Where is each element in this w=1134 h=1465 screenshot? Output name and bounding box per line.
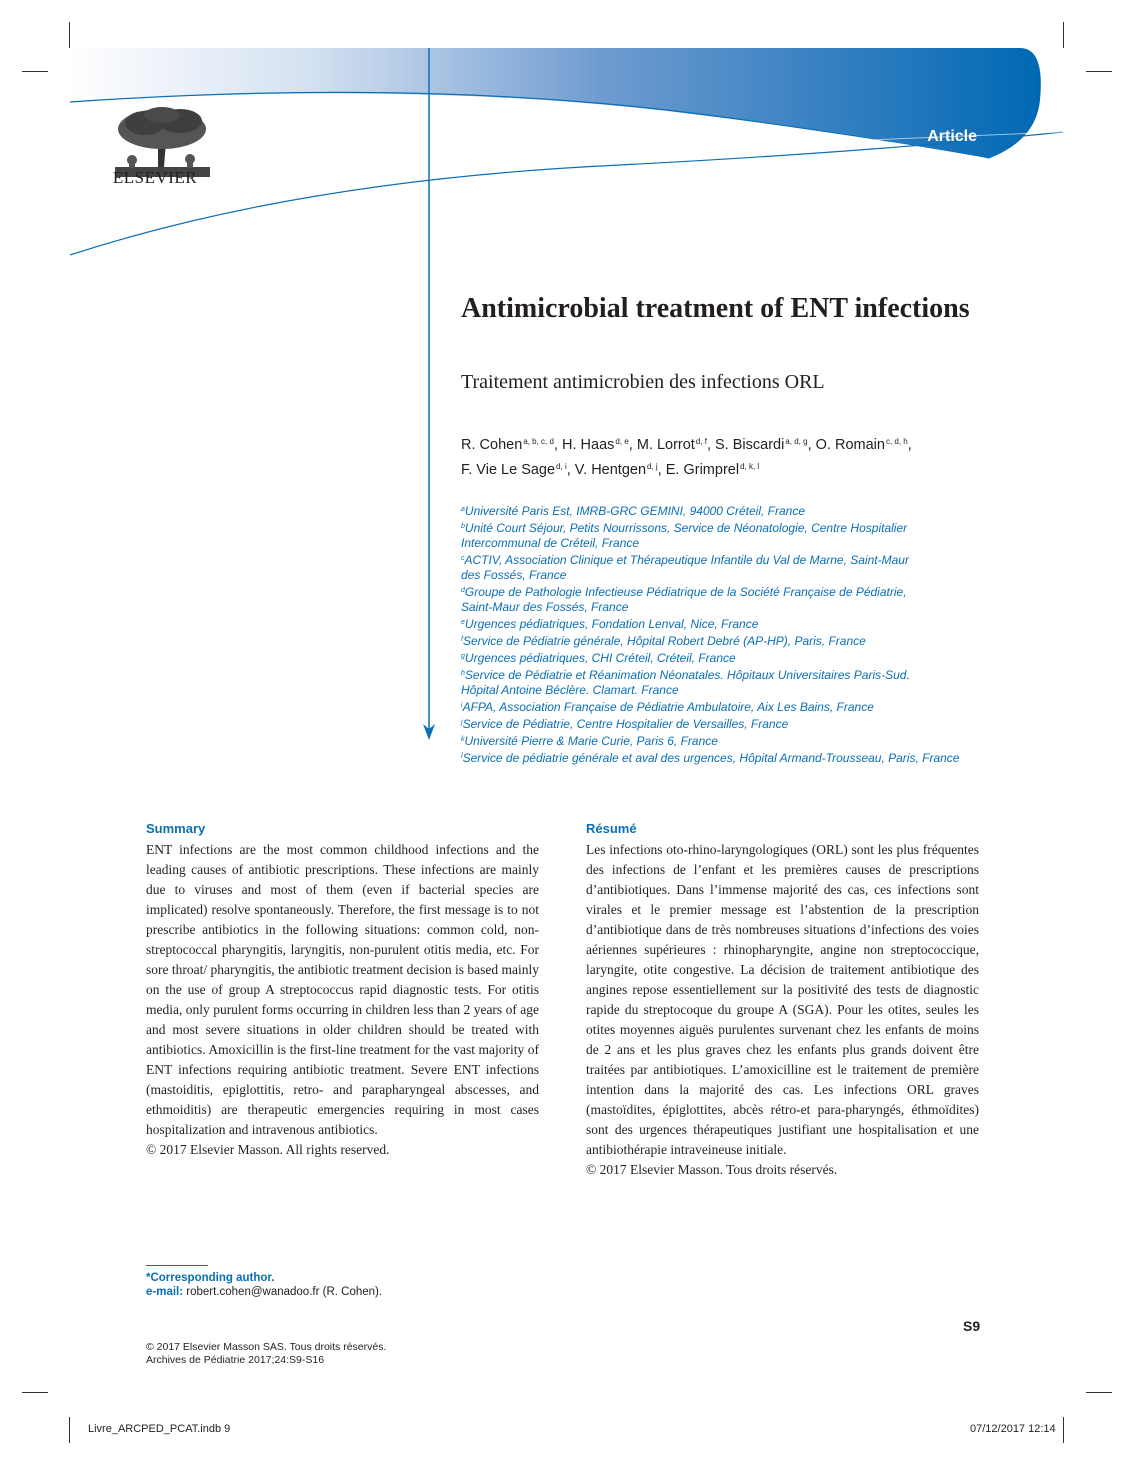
author-separator: , [657,462,662,478]
resume-heading: Résumé [586,821,637,836]
affiliation-marker: g [461,653,465,660]
affiliation-list [461,502,1001,766]
slug-filename: Livre_ARCPED_PCAT.indb 9 [88,1423,231,1435]
affiliation-marker: k [461,736,465,743]
author-affiliation-marker: d, k, l [740,462,760,471]
affiliation-line [461,583,1001,600]
author-name: S. Biscardi [715,437,785,453]
affiliation-text: Service de pédiatrie générale et aval des urgences, Hôpital Armand-Trousseau, Paris, France [462,751,960,765]
affiliation-marker: i [461,702,463,709]
affiliation-marker: d [461,587,465,594]
affiliation-marker: j [461,719,463,726]
affiliation-text: Service de Pédiatrie et Réanimation Néonatales. Hôpitaux Universitaires Paris-Sud. [464,668,910,682]
affiliation-text: Hôpital Antoine Béclère. Clamart. France [461,683,679,697]
author-name: V. Hentgen [574,462,647,478]
affiliation-marker: l [461,753,463,760]
affiliation-line [461,536,1001,551]
affiliation-line [461,568,1001,583]
journal-citation: Archives de Pédiatrie 2017;24:S9-S16 [146,1354,325,1366]
footnote-rule [146,1265,208,1266]
slug-date: 07/12/2017 12:14 [970,1423,1056,1435]
author-separator: , [706,437,711,453]
author-affiliation-marker: a, d, g [785,437,808,446]
author-affiliation-marker: c, d, h [885,437,908,446]
affiliation-marker: f [461,636,463,643]
summary-body: ENT infections are the most common childhood infections and the leading causes of antibiotic prescriptions. These infections are mainly due to viruses and most of them (even if bacterial species are implicated) resolve spontaneously. Therefore, the first message is to not prescribe antibiotics in the following situations: common cold, non-streptococcal pharyngitis, laryngitis, non-purulent otitis media, etc. For sore throat/ pharyngitis, the antibiotic treatment decision is based mainly on the use of group A streptococcus rapid diagnostic tests. For otitis media, only purulent forms occurring in children less than 2 years of age and most severe situations in older children should be treated with antibiotics. Amoxicillin is the first-line treatment for the vast majority of ENT infections requiring antibiotic treatment. Severe ENT infections (mastoiditis, epiglottitis, retro- and parapharyngeal abscesses, and ethmoiditis) are therapeutic emergencies requiring in most cases hospitalization and intravenous antibiotics. [146,842,539,1137]
affiliation-line [461,502,1001,519]
affiliation-text: AFPA, Association Française de Pédiatrie Ambulatoire, Aix Les Bains, France [462,700,874,714]
article-type-tag: Article [927,128,977,145]
author-separator: , [566,462,571,478]
affiliation-text: des Fossés, France [461,568,567,582]
affiliation-marker: c [461,555,465,562]
affiliation-text: Université Paris Est, IMRB-GRC GEMINI, 94000 Créteil, France [464,504,805,518]
summary-copyright: © 2017 Elsevier Masson. All rights reserved. [146,1142,390,1157]
affiliation-marker: b [461,523,465,530]
author-separator: , [807,437,812,453]
publisher-logo-text: ELSEVIER [112,168,198,187]
affiliation-text: Unité Court Séjour, Petits Nourrissons, Service de Néonatologie, Centre Hospitalier [464,521,908,535]
resume-copyright: © 2017 Elsevier Masson. Tous droits réservés. [586,1162,838,1177]
affiliation-line [461,732,1001,749]
crop-mark [1063,1417,1064,1443]
crop-mark [22,1392,48,1393]
affiliation-text: Saint-Maur des Fossés, France [461,600,629,614]
author-list [461,431,981,481]
email-label: e-mail: [146,1286,184,1298]
author-affiliation-marker: d, e [615,437,629,446]
affiliation-text: Service de Pédiatrie, Centre Hospitalier de Versailles, France [462,717,789,731]
affiliation-marker: h [461,670,465,677]
author-affiliation-marker: a, b, c, d [523,437,554,446]
crop-mark [69,1417,70,1443]
author-name: F. Vie Le Sage [461,462,556,478]
resume-section [586,820,979,1180]
affiliation-line [461,666,1001,683]
affiliation-line [461,519,1001,536]
author-name: E. Grimprel [665,462,740,478]
email-note [146,1285,382,1299]
author-affiliation-marker: d, j [647,462,658,471]
crop-mark [1086,1392,1112,1393]
affiliation-text: Groupe de Pathologie Infectieuse Pédiatrique de la Société Française de Pédiatrie, [464,585,907,599]
affiliation-line [461,715,1001,732]
page-number: S9 [963,1318,981,1334]
summary-heading: Summary [146,821,206,836]
author-affiliation-marker: d, i [556,462,567,471]
author-affiliation-marker: d, f [695,437,707,446]
summary-section [146,820,539,1160]
affiliation-line [461,698,1001,715]
author-separator: , [553,437,558,453]
bottom-copyright: © 2017 Elsevier Masson SAS. Tous droits réservés. [146,1341,387,1353]
affiliation-marker: a [461,506,465,513]
affiliation-line [461,749,1001,766]
affiliation-line [461,615,1001,632]
article-subtitle: Traitement antimicrobien des infections ORL [461,371,825,393]
vertical-arrow-line [422,48,436,744]
author-name: M. Lorrot [636,437,695,453]
affiliation-marker: e [461,619,465,626]
author-name: O. Romain [815,437,885,453]
author-name: H. Haas [562,437,615,453]
affiliation-line [461,600,1001,615]
affiliation-text: Université Pierre & Marie Curie, Paris 6, France [464,734,718,748]
corresponding-author-label: *Corresponding author. [146,1272,275,1284]
corresponding-author-note [146,1271,274,1285]
affiliation-line [461,683,1001,698]
affiliation-text: ACTIV, Association Clinique et Thérapeutique Infantile du Val de Marne, Saint-Maur [464,553,909,567]
author-name: R. Cohen [461,437,523,453]
affiliation-line [461,649,1001,666]
affiliation-text: Service de Pédiatrie générale, Hôpital Robert Debré (AP-HP), Paris, France [462,634,866,648]
article-title: Antimicrobial treatment of ENT infections [461,293,970,324]
affiliation-line [461,551,1001,568]
affiliation-text: Urgences pédiatriques, Fondation Lenval, Nice, France [464,617,759,631]
author-separator: , [628,437,633,453]
author-separator: , [907,437,912,453]
affiliation-text: Intercommunal de Créteil, France [461,536,640,550]
email-link[interactable]: robert.cohen@wanadoo.fr (R. Cohen). [183,1286,383,1298]
resume-body: Les infections oto-rhino-laryngologiques (ORL) sont les plus fréquentes des infections de l’enfant et les premières causes de prescriptions d’antibiotiques. Dans l’immense majorité des cas, ces infections sont virales et le premier message est l’abstention de la prescription d’antibiotique dans de très nombreuses situations d’infections des voies aériennes supérieures : rhinopharyngite, angine non streptococcique, laryngite, otite congestive. La décision de traitement antibiotique des angines repose essentiellement sur la positivité des tests de diagnostic rapide du streptocoque du groupe A (SGA). Pour les otites, seules les otites moyennes aiguës purulentes survenant chez les enfants de moins de 2 ans et les plus graves chez les enfants plus grands doivent être traitées par antibiotiques. L’amoxicilline est le traitement de première intention dans la majorité des cas. Les infections ORL graves (mastoïdites, épiglottites, abcès rétro-et para-pharyngés, éthmoïdites) sont des urgences thérapeutiques justifiant une hospitalisation et une antibiothérapie intraveineuse initiale. [586,842,979,1157]
affiliation-line [461,632,1001,649]
affiliation-text: Urgences pédiatriques, CHI Créteil, Créteil, France [464,651,736,665]
